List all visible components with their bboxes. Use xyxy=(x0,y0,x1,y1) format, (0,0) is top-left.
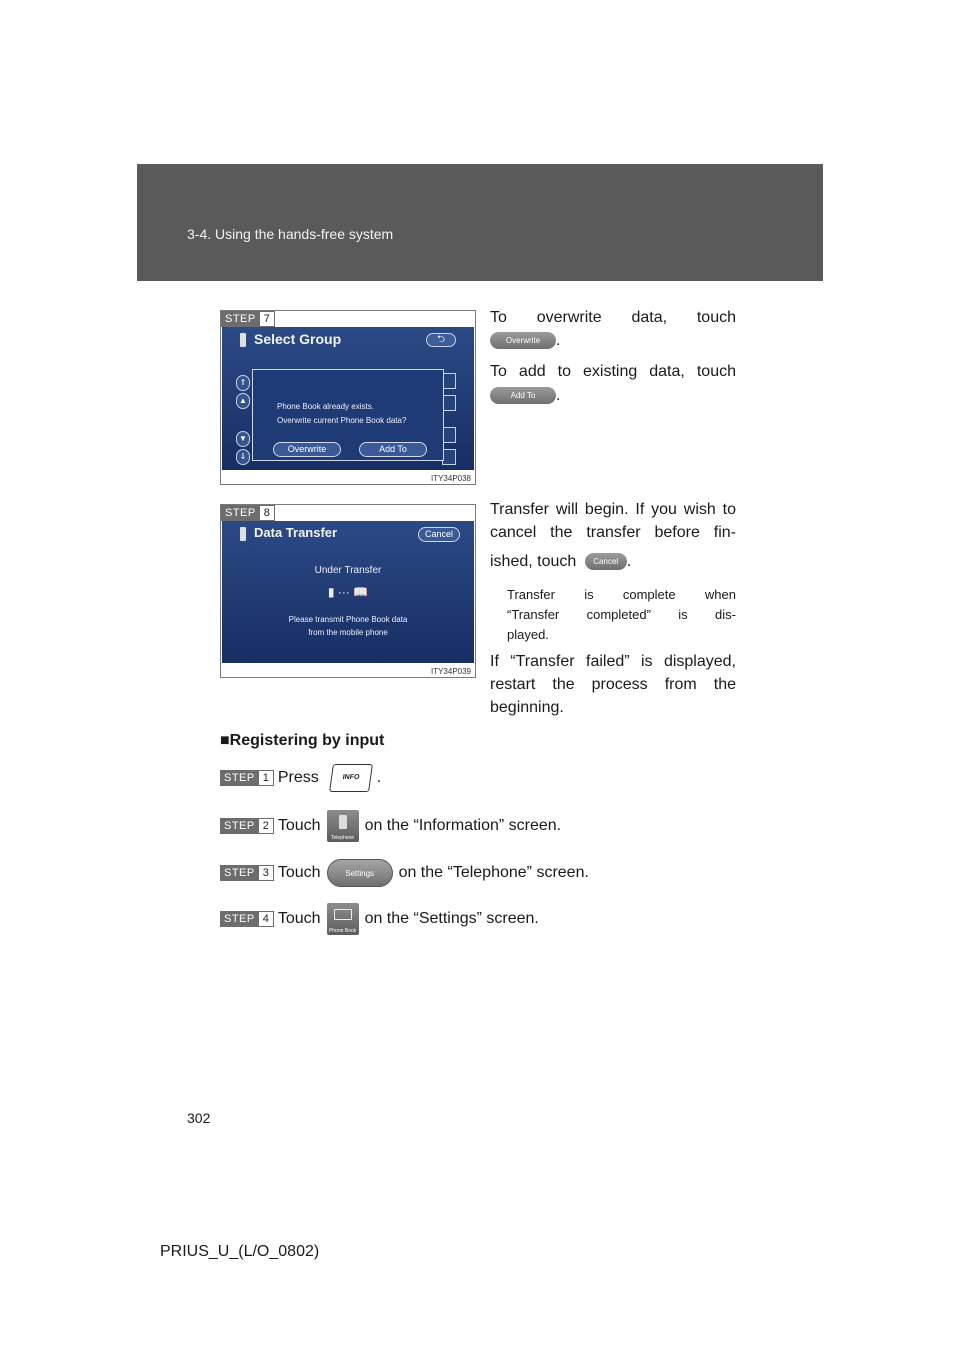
group-slot[interactable] xyxy=(442,395,456,411)
section-heading: ■Registering by input xyxy=(220,732,385,749)
page-up-icon[interactable]: ⇑ xyxy=(236,375,250,391)
step-1-row xyxy=(220,766,381,790)
step-2-row xyxy=(220,814,562,841)
header-band xyxy=(137,164,823,281)
footer-code: PRIUS_U_(L/O_0802) xyxy=(160,1243,320,1260)
group-slot[interactable] xyxy=(442,427,456,443)
group-slot[interactable] xyxy=(442,449,456,465)
group-slot[interactable] xyxy=(442,373,456,389)
step-4-row xyxy=(220,907,539,934)
transfer-text-line: cancel the transfer before fin- xyxy=(490,524,736,541)
step-word: STEP xyxy=(220,818,259,834)
overwrite-dialog xyxy=(252,369,444,461)
figure-step-8 xyxy=(220,504,476,678)
phone-icon xyxy=(240,527,246,541)
transfer-status: Under Transfer xyxy=(314,565,382,576)
step-number: 8 xyxy=(260,505,275,521)
note-line: “Transfer completed” is dis- xyxy=(507,607,736,622)
fail-text-line: If “Transfer failed” is displayed, xyxy=(490,653,736,670)
step-2-tag xyxy=(220,818,274,834)
overwrite-instruction: To overwrite data, touch xyxy=(490,309,736,326)
addto-instruction: To add to existing data, touch xyxy=(490,363,736,380)
telephone-icon-label: Telephone xyxy=(331,835,355,841)
phone-icon xyxy=(240,333,246,347)
add-to-button[interactable]: Add To xyxy=(359,442,427,457)
instruction-line: from the mobile phone xyxy=(308,628,388,637)
figure-step-7 xyxy=(220,310,476,485)
telephone-icon xyxy=(327,810,359,842)
period: . xyxy=(556,332,561,349)
fail-text-line: restart the process from the xyxy=(490,676,736,693)
step-text: on the “Telephone” screen. xyxy=(398,864,589,881)
transfer-text-line xyxy=(490,550,736,573)
step-4-tag xyxy=(220,911,274,927)
instruction-line: Please transmit Phone Book data xyxy=(288,615,408,624)
scroll-down-icon[interactable]: ▼ xyxy=(236,431,250,447)
step-word: STEP xyxy=(220,865,259,881)
step-word: STEP xyxy=(221,505,260,521)
step-word: STEP xyxy=(220,911,259,927)
dialog-line: Overwrite current Phone Book data? xyxy=(277,416,407,425)
step-8-tag xyxy=(221,505,275,521)
step-word: STEP xyxy=(220,770,259,786)
step-number: 4 xyxy=(259,911,274,927)
section-title: 3-4. Using the hands-free system xyxy=(187,226,394,242)
note-line: Transfer is complete when xyxy=(507,587,736,602)
cancel-button-inline: Cancel xyxy=(585,553,627,570)
step-number: 2 xyxy=(259,818,274,834)
step-text: Touch xyxy=(277,817,321,834)
step-text: Press xyxy=(277,769,319,786)
page-number: 302 xyxy=(187,1110,211,1126)
screen-title: Select Group xyxy=(254,331,342,347)
step-number: 7 xyxy=(260,311,275,327)
page-down-icon[interactable]: ⇓ xyxy=(236,449,250,465)
step-text: Touch xyxy=(277,864,321,881)
step-word: STEP xyxy=(221,311,260,327)
addto-button-inline: Add To xyxy=(490,387,556,404)
transfer-instruction xyxy=(222,613,474,639)
screen-title: Data Transfer xyxy=(254,525,338,540)
phone-book-icon-label: Phone Book xyxy=(328,928,357,934)
figure-id: ITY34P038 xyxy=(430,474,471,483)
step-text: on the “Settings” screen. xyxy=(364,910,539,927)
step-number: 3 xyxy=(259,865,274,881)
settings-button-icon: Settings xyxy=(327,859,393,887)
transfer-progress-icon: ▮ ··· 📖 xyxy=(327,585,369,599)
overwrite-button[interactable]: Overwrite xyxy=(273,442,341,457)
step-1-tag xyxy=(220,770,274,786)
dialog-message xyxy=(277,400,406,428)
scroll-up-icon[interactable]: ▲ xyxy=(236,393,250,409)
dialog-line: Phone Book already exists. xyxy=(277,402,374,411)
info-button-icon: INFO xyxy=(329,764,373,792)
step-3-tag xyxy=(220,865,274,881)
select-group-screen xyxy=(222,327,474,470)
transfer-text-line: Transfer will begin. If you wish to xyxy=(490,501,736,518)
step-number: 1 xyxy=(259,770,274,786)
step-text: Touch xyxy=(277,910,321,927)
fail-text-line: beginning. xyxy=(490,699,564,716)
data-transfer-screen xyxy=(222,521,474,663)
step-3-row xyxy=(220,861,589,885)
step-text: on the “Information” screen. xyxy=(364,817,562,834)
step-text: . xyxy=(376,769,382,786)
figure-id: ITY34P039 xyxy=(430,667,471,676)
back-button[interactable]: ⮌ xyxy=(426,333,456,347)
phone-book-icon xyxy=(327,903,359,935)
cancel-button[interactable]: Cancel xyxy=(418,527,460,542)
period: . xyxy=(626,553,632,570)
period: . xyxy=(556,387,561,404)
overwrite-instruction-button-line xyxy=(490,329,736,352)
transfer-text-pre: ished, touch xyxy=(490,553,577,570)
step-7-tag xyxy=(221,311,275,327)
note-line: played. xyxy=(507,627,549,642)
addto-instruction-button-line xyxy=(490,384,736,407)
overwrite-button-inline: Overwrite xyxy=(490,332,556,349)
